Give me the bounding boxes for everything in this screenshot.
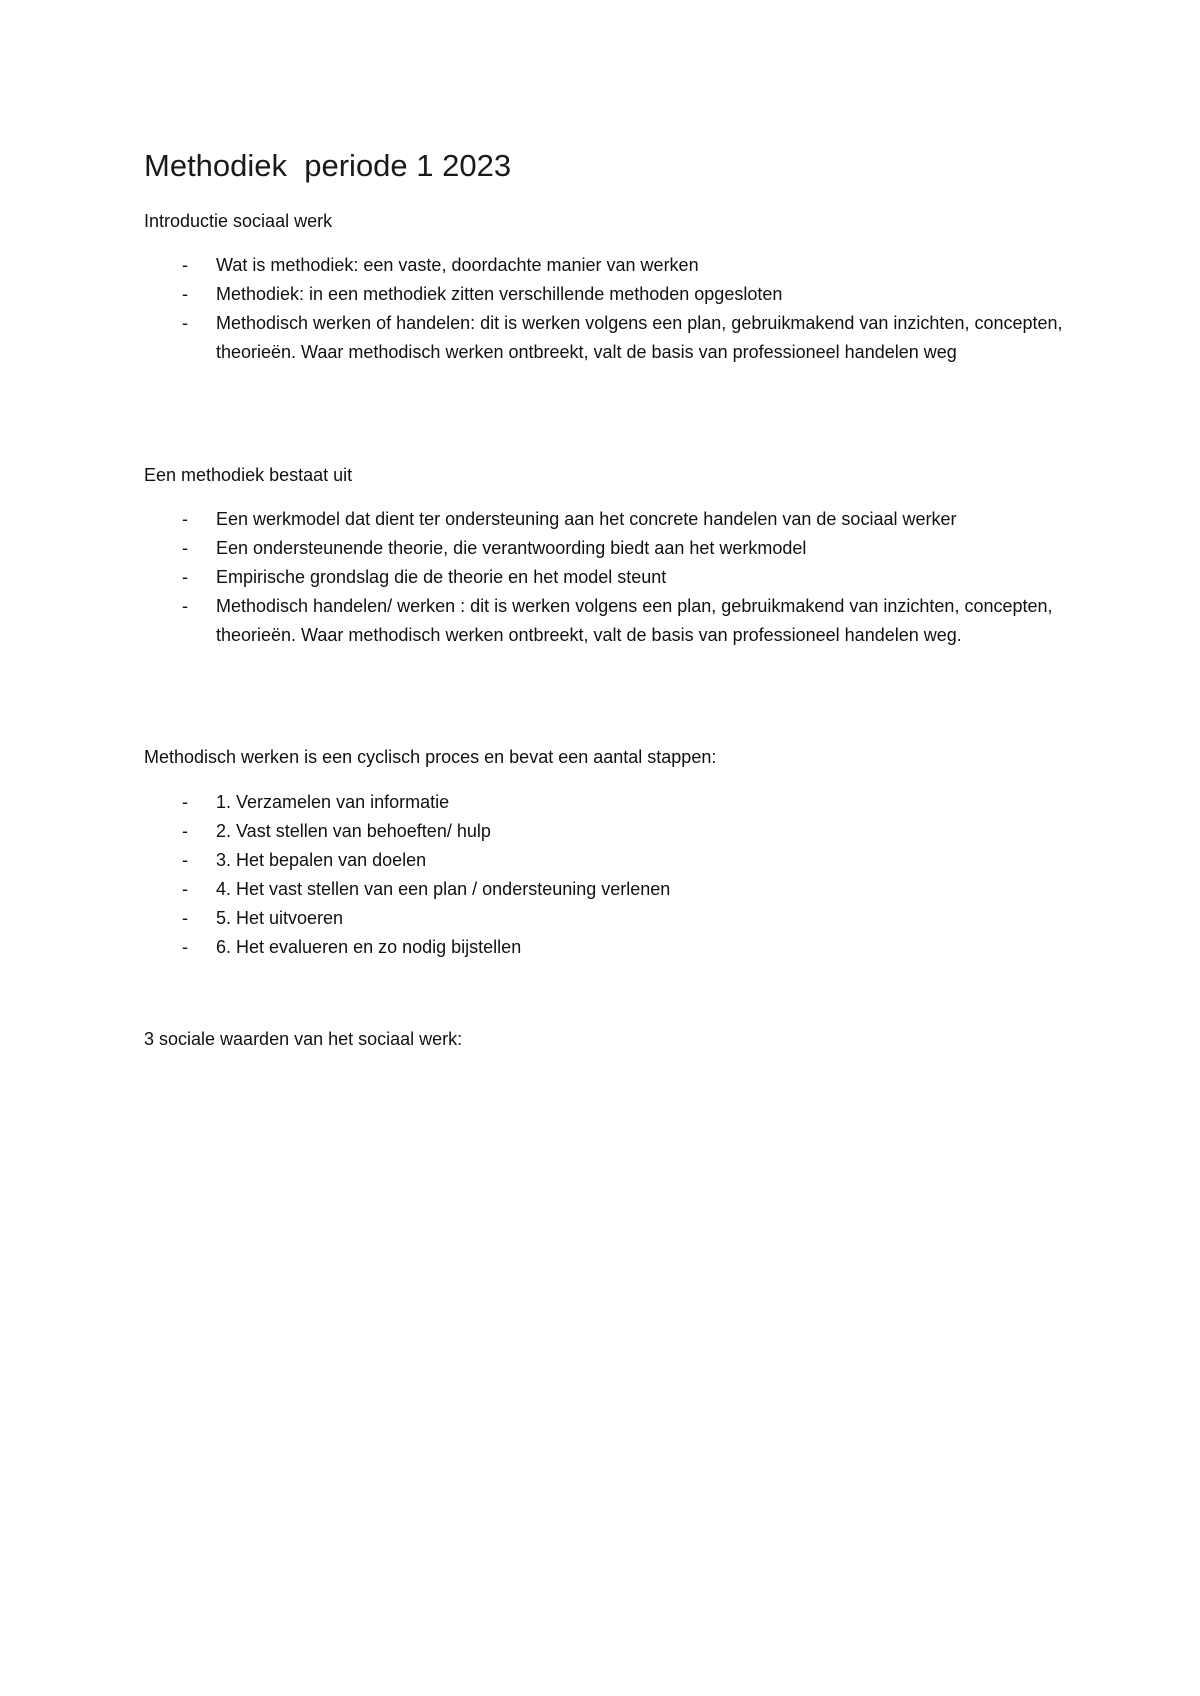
list-item [144,309,1084,367]
bullet-dash: - [182,596,188,616]
list-item [144,875,1084,904]
list-item [144,534,1084,563]
bullet-dash: - [182,509,188,529]
section-heading-introductie: Introductie sociaal werk [144,211,333,231]
bullet-dash: - [182,255,188,275]
list-item [144,280,1084,309]
bullet-list-stappen [144,788,1084,962]
bullet-dash: - [182,908,188,928]
list-item [144,933,1084,962]
list-item [144,788,1084,817]
list-item-text: Empirische grondslag die de theorie en het model steunt [216,567,667,587]
bullet-dash: - [182,821,188,841]
list-item-text: Een werkmodel dat dient ter ondersteuning aan het concrete handelen van de sociaal werker [216,509,957,529]
list-item [144,563,1084,592]
list-item-text: Methodiek: in een methodiek zitten verschillende methoden opgesloten [216,284,783,304]
bullet-list-methodiek-bestaat-uit [144,505,1084,650]
list-item [144,817,1084,846]
document-title: Methodiek periode 1 2023 [144,148,512,183]
bullet-dash: - [182,792,188,812]
bullet-dash: - [182,284,188,304]
bullet-dash: - [182,937,188,957]
bullet-dash: - [182,538,188,558]
list-item-text: 3. Het bepalen van doelen [216,850,427,870]
list-item [144,904,1084,933]
list-item-text: Methodisch werken of handelen: dit is werken volgens een plan, gebruikmakend van inzichten, concepten, theorieën. Waar methodisch werken ontbreekt, valt de basis van professioneel handelen weg [216,313,1063,362]
list-item-text: 2. Vast stellen van behoeften/ hulp [216,821,491,841]
list-item [144,592,1084,650]
section-heading-sociale-waarden: 3 sociale waarden van het sociaal werk: [144,1029,463,1049]
section-heading-cyclisch-proces: Methodisch werken is een cyclisch proces en bevat een aantal stappen: [144,747,717,767]
bullet-dash: - [182,850,188,870]
list-item-text: Methodisch handelen/ werken : dit is werken volgens een plan, gebruikmakend van inzichten, concepten, theorieën. Waar methodisch werken ontbreekt, valt de basis van professioneel handelen weg. [216,596,1053,645]
list-item [144,505,1084,534]
list-item-text: 4. Het vast stellen van een plan / ondersteuning verlenen [216,879,671,899]
list-item-text: 5. Het uitvoeren [216,908,344,928]
section-heading-methodiek-bestaat-uit: Een methodiek bestaat uit [144,465,353,485]
list-item [144,251,1084,280]
list-item-text: Wat is methodiek: een vaste, doordachte manier van werken [216,255,699,275]
list-item-text: Een ondersteunende theorie, die verantwoording biedt aan het werkmodel [216,538,807,558]
bullet-dash: - [182,567,188,587]
bullet-list-introductie [144,251,1084,367]
list-item-text: 1. Verzamelen van informatie [216,792,450,812]
list-item [144,846,1084,875]
list-item-text: 6. Het evalueren en zo nodig bijstellen [216,937,522,957]
bullet-dash: - [182,313,188,333]
bullet-dash: - [182,879,188,899]
